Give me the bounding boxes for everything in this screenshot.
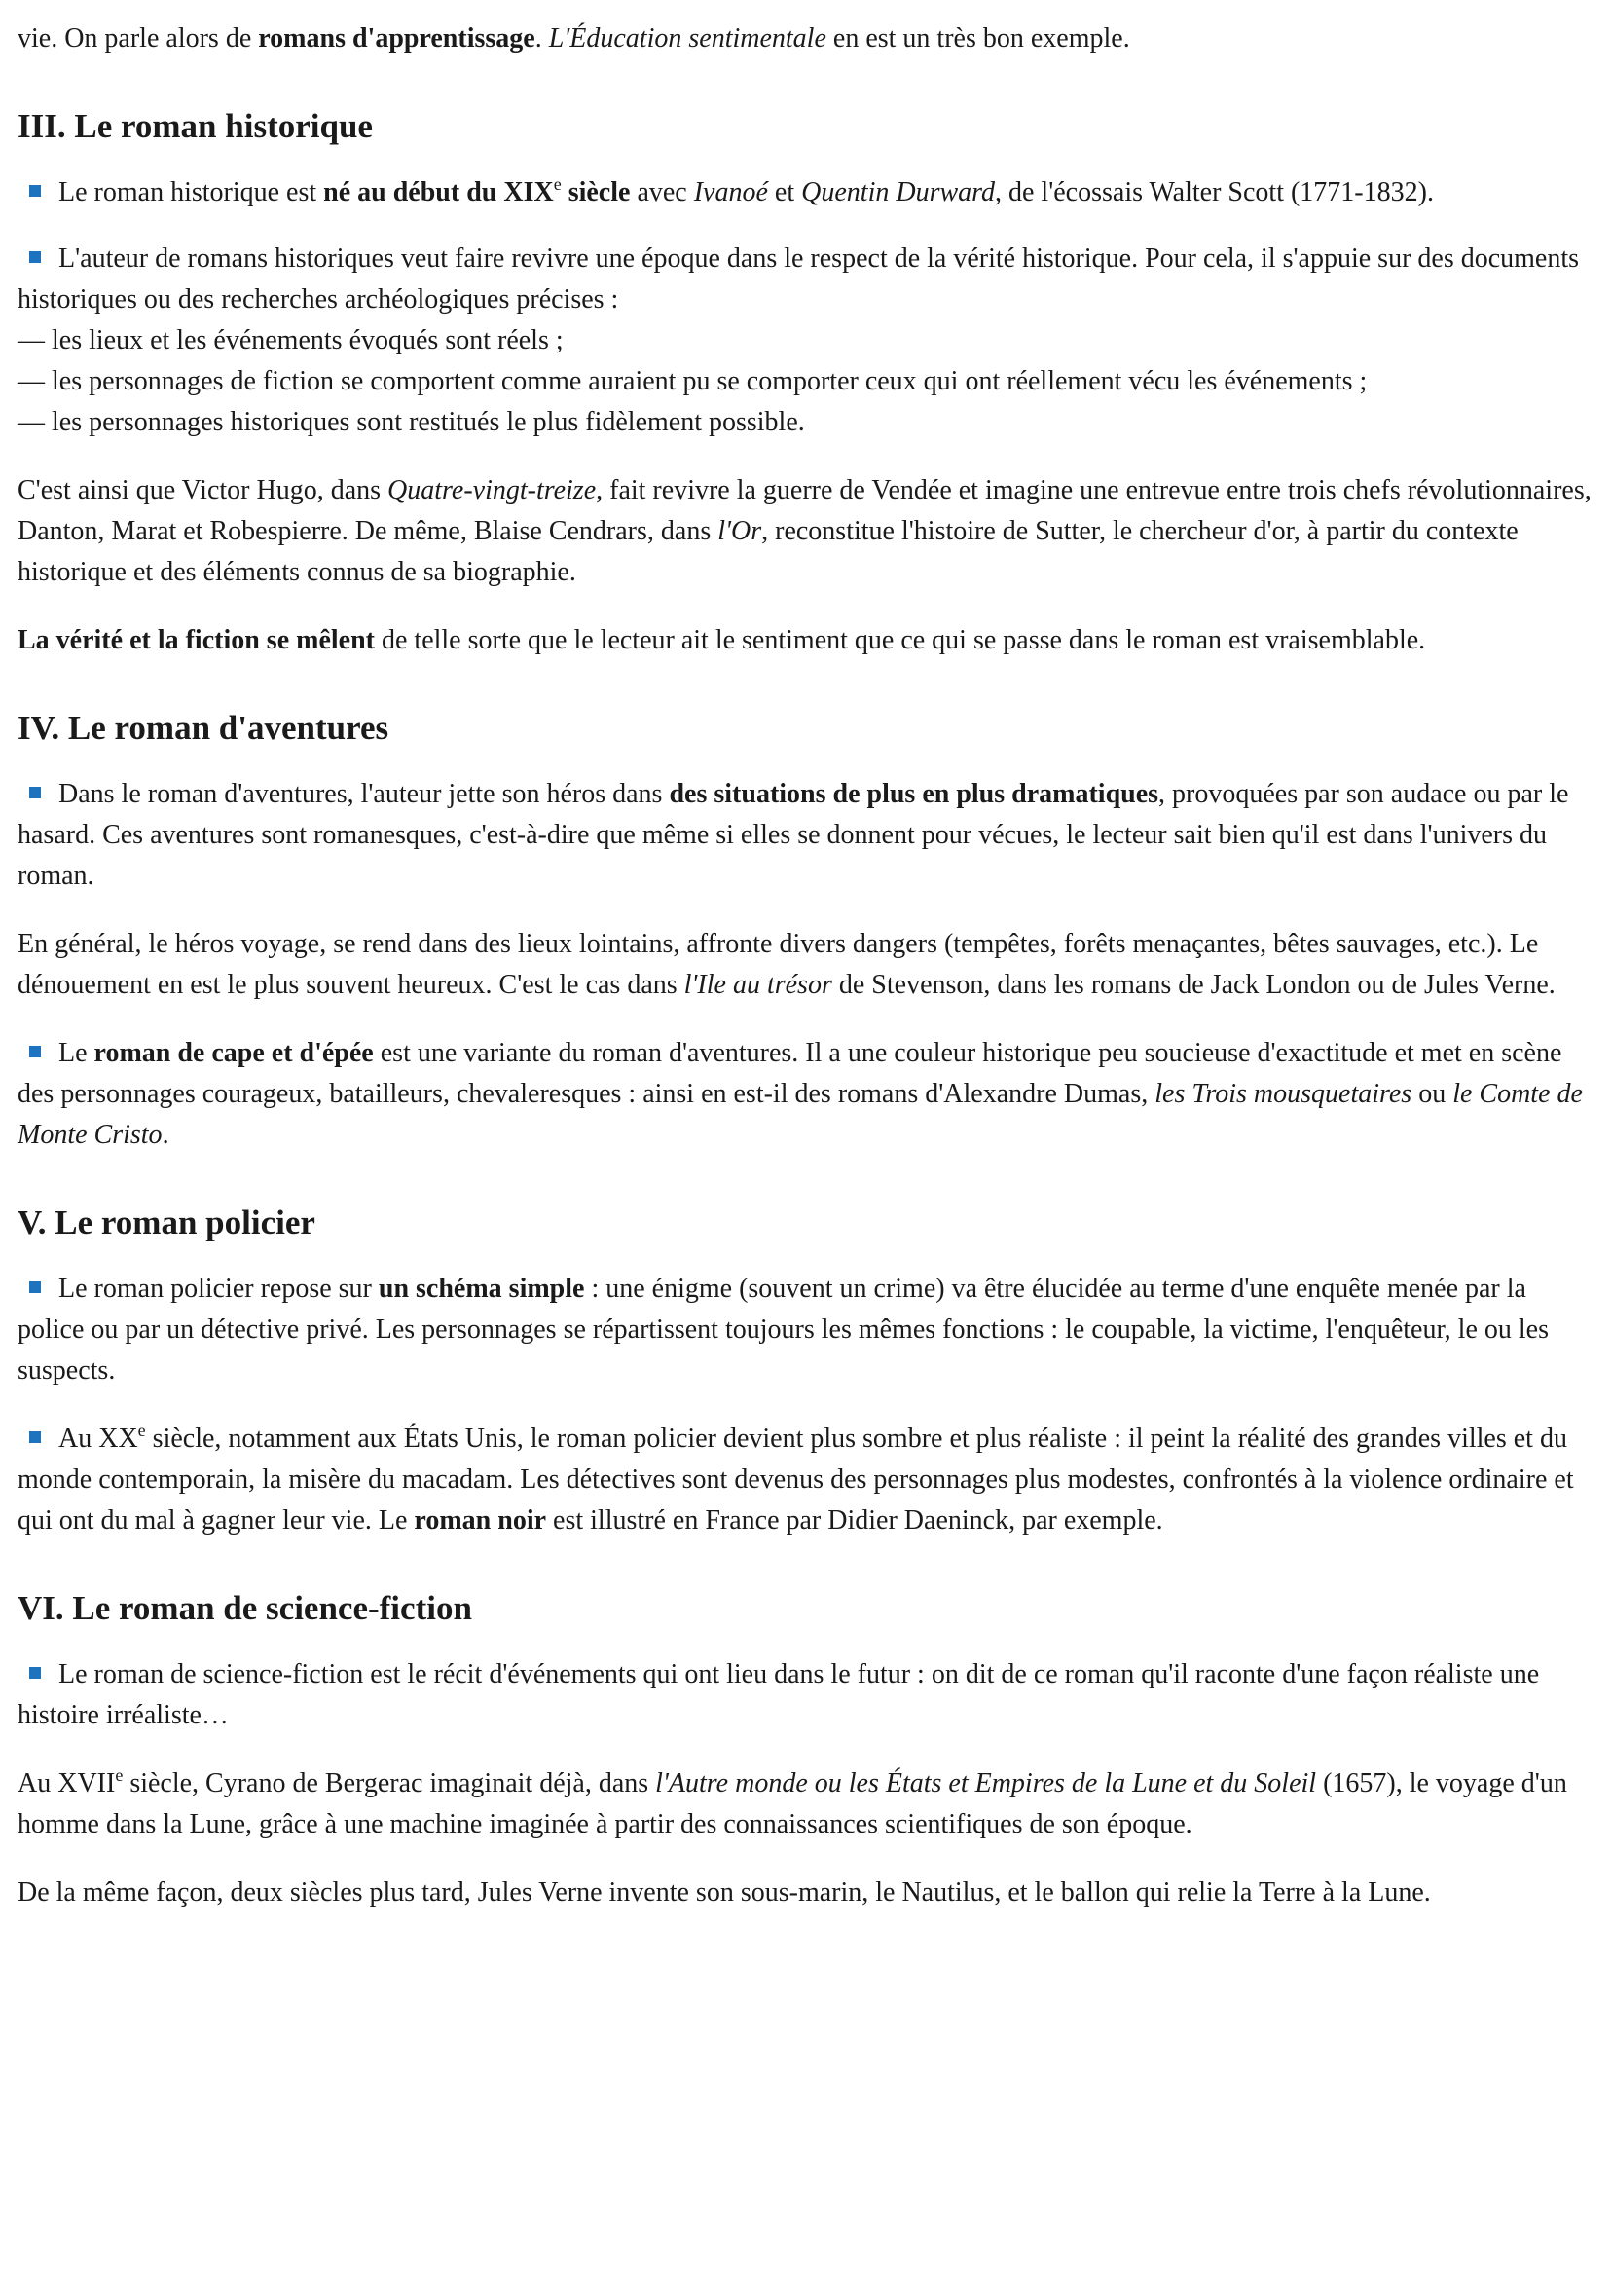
square-bullet-icon xyxy=(29,185,41,197)
section-heading-science-fiction: VI. Le roman de science-fiction xyxy=(18,1589,472,1627)
paragraph: Au XXe siècle, notamment aux États Unis, le roman policier devient plus sombre et plus réaliste : il peint la réalité des grandes villes et du monde contemporain, la misère du macadam. Les détectives sont devenus des personnages plus modestes, confrontés à la violence ordinaire et qui ont du mal à gagner leur vie. Le roman noir est illustré en France par Didier Daeninck, par exemple. xyxy=(18,1421,1574,1536)
square-bullet-icon xyxy=(29,251,41,263)
square-bullet-icon xyxy=(29,1431,41,1443)
section-heading-policier: V. Le roman policier xyxy=(18,1204,315,1241)
section-heading-aventures: IV. Le roman d'aventures xyxy=(18,709,389,747)
section-heading-historique: III. Le roman historique xyxy=(18,107,373,145)
document-page xyxy=(0,19,1596,1913)
list-item: — les personnages de fiction se comportent comme auraient pu se comporter ceux qui ont réellement vécu les événements ; xyxy=(18,366,1368,396)
paragraph: En général, le héros voyage, se rend dans des lieux lointains, affronte divers dangers (tempêtes, forêts menaçantes, bêtes sauvages, etc.). Le dénouement en est le plus souvent heureux. C'est le cas dans l'Ile au trésor de Stevenson, dans les romans de Jack London ou de Jules Verne. xyxy=(18,929,1556,1000)
paragraph: L'auteur de romans historiques veut faire revivre une époque dans le respect de la vérité historique. Pour cela, il s'appuie sur des documents historiques ou des recherches archéologiques précises : — les lieux et les événements évoqués sont réels ; — les personnages de fiction se comportent comme auraient pu se comporter ceux qui ont réellement vécu les événements ; — les personnages historiques sont restitués le plus fidèlement possible. xyxy=(18,243,1580,437)
paragraph: Le roman historique est né au début du XIXe siècle avec Ivanoé et Quentin Durward, de l'écossais Walter Scott (1771-1832). xyxy=(18,172,1596,213)
intro-paragraph: vie. On parle alors de romans d'apprentissage. L'Éducation sentimentale en est un très bon exemple. xyxy=(18,23,1130,54)
list-item: — les personnages historiques sont restitués le plus fidèlement possible. xyxy=(18,407,805,437)
paragraph: La vérité et la fiction se mêlent de telle sorte que le lecteur ait le sentiment que ce qui se passe dans le roman est vraisemblable. xyxy=(18,625,1426,655)
paragraph: Au XVIIe siècle, Cyrano de Bergerac imaginait déjà, dans l'Autre monde ou les États et Empires de la Lune et du Soleil (1657), le voyage d'un homme dans la Lune, grâce à une machine imaginée à partir des connaissances scientifiques de son époque. xyxy=(18,1765,1567,1839)
bold-term: romans d'apprentissage xyxy=(258,23,535,54)
list-item: — les lieux et les événements évoqués sont réels ; xyxy=(18,325,564,355)
paragraph: Le roman de cape et d'épée est une variante du roman d'aventures. Il a une couleur historique peu soucieuse d'exactitude et met en scène des personnages courageux, batailleurs, chevaleresques : ainsi en est-il des romans d'Alexandre Dumas, les Trois mousquetaires ou le Comte de Monte Cristo. xyxy=(18,1038,1583,1150)
paragraph: C'est ainsi que Victor Hugo, dans Quatre-vingt-treize, fait revivre la guerre de Vendée et imagine une entrevue entre trois chefs révolutionnaires, Danton, Marat et Robespierre. De même, Blaise Cendrars, dans l'Or, reconstitue l'histoire de Sutter, le chercheur d'or, à partir du contexte historique et des éléments connus de sa biographie. xyxy=(18,475,1592,587)
square-bullet-icon xyxy=(29,1046,41,1057)
square-bullet-icon xyxy=(29,1667,41,1679)
square-bullet-icon xyxy=(29,1281,41,1293)
book-title: L'Éducation sentimentale xyxy=(548,23,826,54)
paragraph: De la même façon, deux siècles plus tard, Jules Verne invente son sous-marin, le Nautilus, et le ballon qui relie la Terre à la Lune. xyxy=(18,1877,1431,1907)
paragraph: Le roman de science-fiction est le récit d'événements qui ont lieu dans le futur : on dit de ce roman qu'il raconte d'une façon réaliste une histoire irréaliste… xyxy=(18,1659,1540,1730)
paragraph: Dans le roman d'aventures, l'auteur jette son héros dans des situations de plus en plus dramatiques, provoquées par son audace ou par le hasard. Ces aventures sont romanesques, c'est-à-dire que même si elles se donnent pour vécues, le lecteur sait bien qu'il est dans l'univers du roman. xyxy=(18,779,1569,891)
paragraph: Le roman policier repose sur un schéma simple : une énigme (souvent un crime) va être élucidée au terme d'une enquête menée par la police ou par un détective privé. Les personnages se répartissent toujours les mêmes fonctions : le coupable, la victime, l'enquêteur, le ou les suspects. xyxy=(18,1274,1549,1386)
square-bullet-icon xyxy=(29,787,41,798)
